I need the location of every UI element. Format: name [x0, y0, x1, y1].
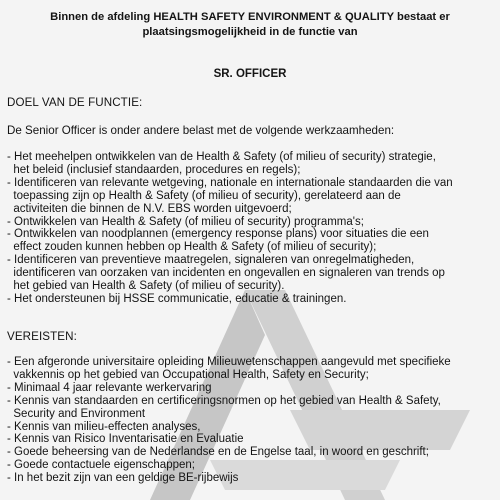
vereisten-line: - Minimaal 4 jaar relevante werkervaring [7, 381, 212, 394]
vereisten-line: - In het bezit zijn van een geldige BE-rijbewijs [7, 472, 239, 485]
header-line-2: plaatsingsmogelijkheid in de functie van [142, 25, 358, 38]
vereisten-list [7, 356, 497, 485]
doel-line: toepassing zijn op Health & Safety (of milieu of security), gerelateerd aan de [7, 189, 401, 202]
vereisten-line: - Kennis van standaarden en certificeringsnormen op het gebied van Health & Safety, [7, 394, 441, 407]
vereisten-line: - Kennis van Risico Inventarisatie en Evaluatie [7, 433, 244, 446]
vereisten-line: - Een afgeronde universitaire opleiding Milieuwetenschappen aangevuld met specifieke [7, 356, 451, 368]
doel-task-list [7, 151, 497, 306]
intro-header [0, 10, 500, 39]
doel-intro: De Senior Officer is onder andere belast met de volgende werkzaamheden: [7, 124, 395, 137]
vereisten-heading: VEREISTEN: [7, 330, 77, 343]
vereisten-line: vakkennis op het gebied van Occupational Health, Safety en Security; [7, 368, 369, 381]
doel-line: - Ontwikkelen van Health & Safety (of milieu of security) programma's; [7, 215, 364, 228]
vereisten-line: - Goede contactuele eigenschappen; [7, 459, 195, 472]
doel-line: - Identificeren van relevante wetgeving, nationale en internationale standaarden die van [7, 176, 453, 189]
doel-line: effect zouden kunnen hebben op Health & Safety (of milieu of security); [7, 241, 377, 254]
doel-line: activiteiten die binnen de N.V. EBS worden uitgevoerd; [7, 202, 292, 215]
doel-line: het beleid (inclusief standaarden, procedures en regels); [7, 163, 301, 176]
doel-line: - Het ondersteunen bij HSSE communicatie, educatie & trainingen. [7, 292, 347, 305]
doel-line: - Ontwikkelen van noodplannen (emergency response plans) voor situaties die een [7, 228, 429, 241]
job-title: SR. OFFICER [213, 68, 287, 80]
vereisten-line: - Kennis van milieu-effecten analyses, [7, 420, 201, 433]
vereisten-line: - Goede beheersing van de Nederlandse en de Engelse taal, in woord en geschrift; [7, 446, 429, 459]
doel-line: identificeren van oorzaken van incidenten en ongevallen en signaleren van trends op [7, 267, 445, 280]
doel-line: - Identificeren van preventieve maatregelen, signaleren van onregelmatigheden, [7, 254, 415, 267]
doel-line: het gebied van Health & Safety (of milieu of security). [7, 280, 285, 293]
vereisten-line: Security and Environment [7, 407, 146, 420]
header-line-1: Binnen de afdeling HEALTH SAFETY ENVIRONMENT & QUALITY bestaat er [50, 11, 450, 23]
doel-heading: DOEL VAN DE FUNCTIE: [7, 96, 143, 109]
doel-line: - Het meehelpen ontwikkelen van de Health & Safety (of milieu of security) strategie, [7, 151, 436, 163]
